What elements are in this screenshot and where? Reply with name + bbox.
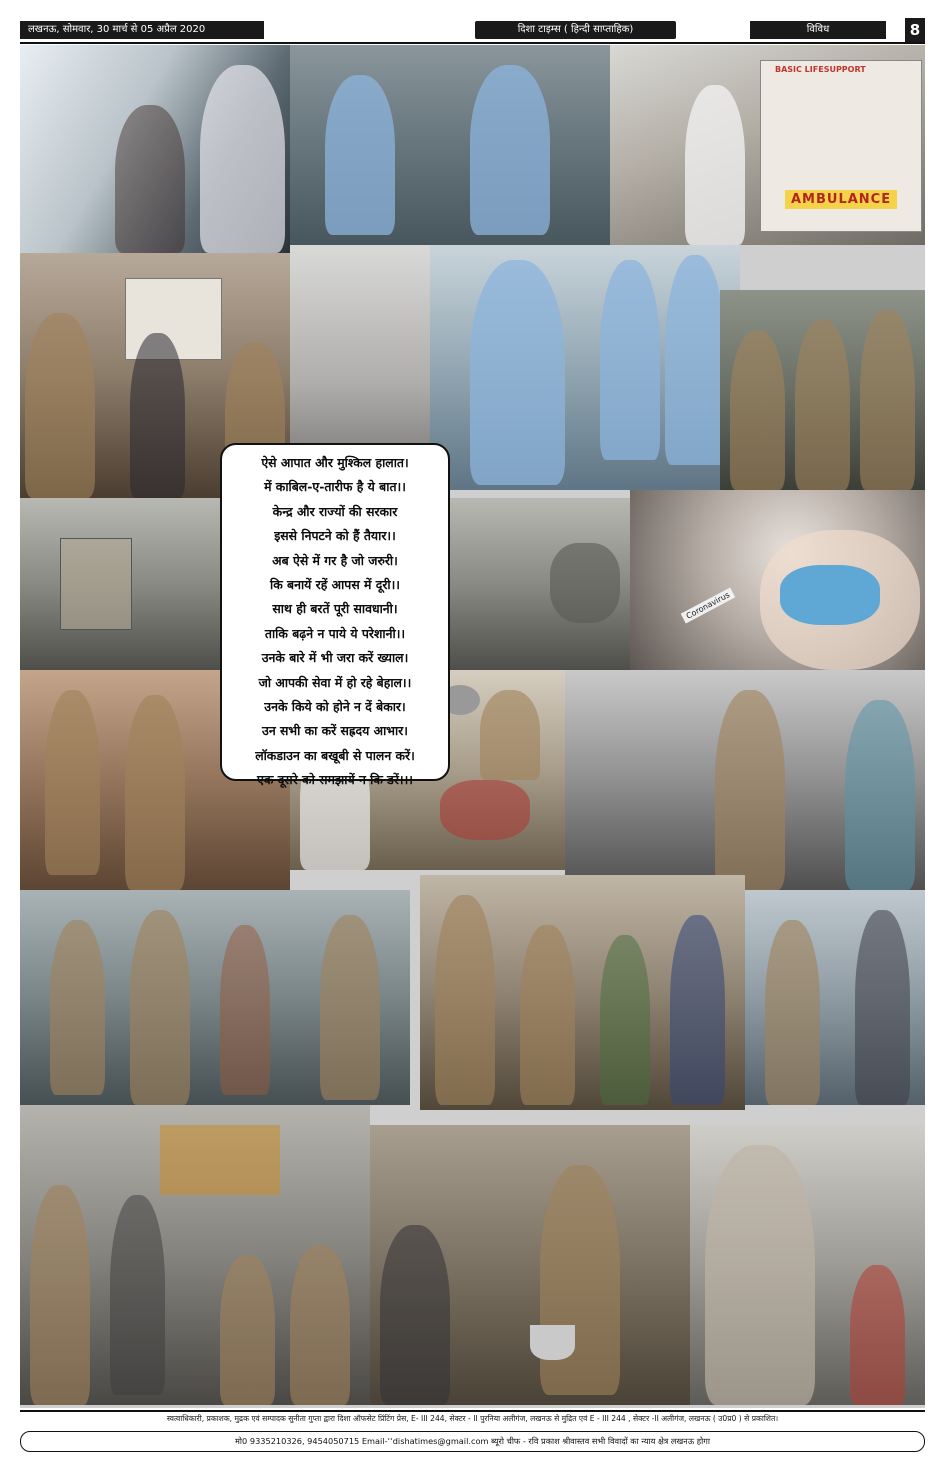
photo-ppe-workers-carrying xyxy=(290,45,610,245)
poem-line: कि बनायें रहें आपस में दूरी।। xyxy=(269,577,401,593)
page-header xyxy=(20,18,925,44)
contact-line: मो0 9335210326, 9454050715 Email-‘‘dishatimes@gmail.com ब्यूरो चीफ - रवि प्रकाश श्रीवास्तव सभी विवादों का न्याय क्षेत्र लखनऊ होगा xyxy=(20,1431,925,1452)
poem-line: जो आपकी सेवा में हो रहे बेहाल।। xyxy=(258,674,412,690)
issue-date: लखनऊ, सोमवार, 30 मार्च से 05 अप्रैल 2020 xyxy=(20,21,264,39)
poem-line: उन सभी का करें सह्रदय आभार। xyxy=(262,723,408,739)
header-rule xyxy=(20,42,925,44)
poem-line: अब ऐसे में गर है जो जरुरी। xyxy=(272,552,398,568)
test-tube-label: Coronavirus xyxy=(681,588,736,624)
photo-police-with-migrants xyxy=(20,1105,370,1405)
poem-line: एक दूसरे को समझायें न कि डरें।।। xyxy=(257,772,413,788)
photo-thermal-screening xyxy=(20,45,290,253)
photo-police-feeding-elderly xyxy=(565,670,925,890)
poem-line: ताकि बढ़ने न पाये ये परेशानी।। xyxy=(264,625,406,641)
poem-line: साथ ही बरतें पूरी सावधानी। xyxy=(272,601,398,617)
photo-officer-feeding-child xyxy=(690,1125,925,1405)
photo-police-food-packets xyxy=(420,875,745,1110)
imprint-line: स्वत्वाधिकारी, प्रकाशक, मुद्रक एवं सम्पादक सुनीता गुप्ता द्वारा दिशा ऑफसेट प्रिंटिंग प्रेस, E- III 244, सेक्टर - II पुरनिया अलीगंज, लखनऊ से मुद्रित एवं E - III 244 , सेक्टर -II अलीगंज, लखनऊ ( उ0प्र0 ) से प्रकाशित। xyxy=(166,1414,779,1423)
poem-line: केन्द्र और राज्यों की सरकार xyxy=(272,503,398,519)
photo-ambulance xyxy=(610,45,925,245)
photo-nurse-test-tube xyxy=(630,490,925,670)
poem-line: इससे निपटने को हैं तैयार।। xyxy=(274,528,396,544)
ambulance-top-text: BASIC LIFESUPPORT xyxy=(775,65,866,74)
photo-officer-serving-food xyxy=(370,1125,690,1405)
poem-line: उनके बारे में भी जरा करें ख्याल। xyxy=(261,650,409,666)
poem-line: में काबिल-ए-तारीफ है ये बात।। xyxy=(264,479,406,495)
photo-sanitization-team xyxy=(430,245,740,490)
photo-police-march xyxy=(720,290,925,490)
footer-rule xyxy=(20,1410,925,1412)
poem-line: लॉकडाउन का बखूबी से पालन करें। xyxy=(255,747,415,763)
section-name: विविध xyxy=(750,21,886,39)
page-footer xyxy=(20,1410,925,1456)
ambulance-text: AMBULANCE xyxy=(785,190,897,209)
photo-distribution-crowd xyxy=(20,890,410,1105)
poem-box xyxy=(220,443,450,788)
poem-line: उनके किये को होने न दें बेकार। xyxy=(264,699,406,715)
page-number: 8 xyxy=(905,18,925,42)
newspaper-name: दिशा टाइम्स ( हिन्दी साप्ताहिक) xyxy=(475,21,676,39)
photo-roadside-handover xyxy=(745,890,925,1105)
photo-collage xyxy=(20,45,925,1408)
poem-line: ऐसे आपात और मुश्किल हालात। xyxy=(261,455,409,470)
